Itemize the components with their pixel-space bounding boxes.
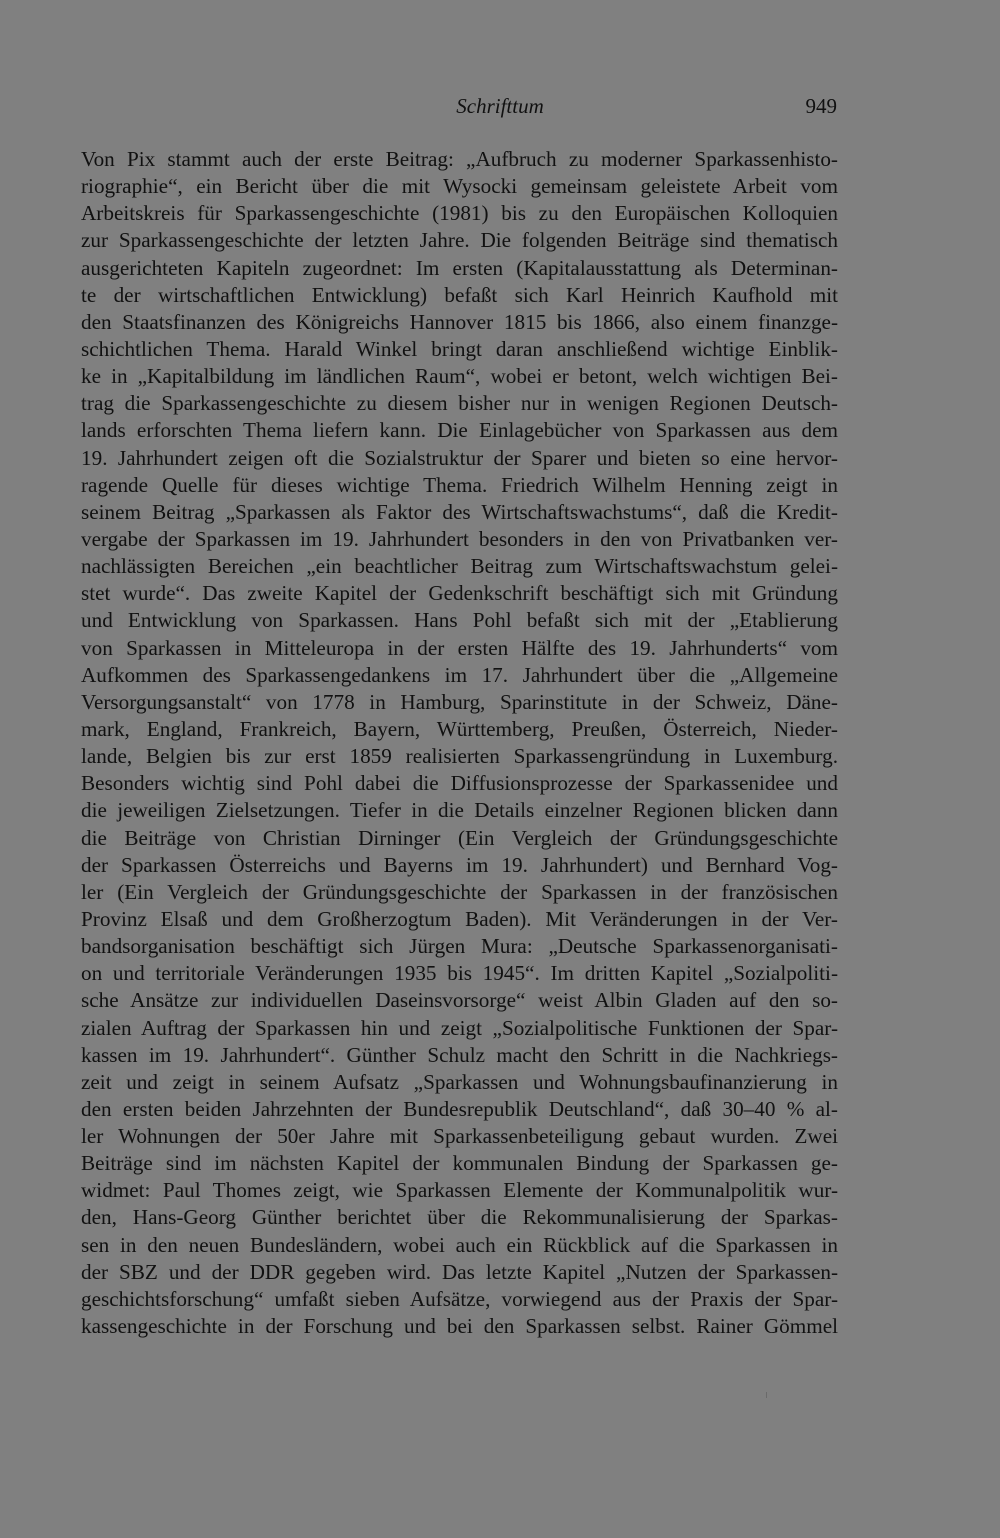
text-line: trag die Sparkassengeschichte zu diesem bisher nur in wenigen Regionen Deutsch- (81, 391, 838, 416)
text-line: 19. Jahrhundert zeigen oft die Sozialstruktur der Sparer und bieten so eine hervor- (81, 445, 838, 470)
text-line: sche Ansätze zur individuellen Daseinsvorsorge“ weist Albin Gladen auf den so- (81, 988, 838, 1013)
text-line: ler (Ein Vergleich der Gründungsgeschichte der Sparkassen in der französischen (81, 879, 838, 904)
text-line: von Sparkassen in Mitteleuropa in der ersten Hälfte des 19. Jahrhunderts“ vom (81, 635, 838, 660)
text-line: den Staatsfinanzen des Königreichs Hannover 1815 bis 1866, also einem finanzge- (81, 309, 838, 334)
text-line: kassen im 19. Jahrhundert“. Günther Schulz macht den Schritt in die Nachkriegs- (81, 1042, 838, 1067)
text-line: sen in den neuen Bundesländern, wobei auch ein Rückblick auf die Sparkassen in (81, 1232, 838, 1257)
text-line: ler Wohnungen der 50er Jahre mit Sparkassenbeteiligung gebaut wurden. Zwei (81, 1124, 838, 1149)
text-line: seinem Beitrag „Sparkassen als Faktor des Wirtschaftswachstums“, daß die Kredit- (81, 499, 838, 524)
text-line: ausgerichteten Kapiteln zugeordnet: Im ersten (Kapitalausstattung als Determinan- (81, 255, 838, 280)
text-line: widmet: Paul Thomes zeigt, wie Sparkassen Elemente der Kommunalpolitik wur- (81, 1178, 838, 1203)
text-line: der Sparkassen Österreichs und Bayerns im 19. Jahrhundert) und Bernhard Vog- (81, 852, 838, 877)
text-line: zur Sparkassengeschichte der letzten Jahre. Die folgenden Beiträge sind thematisch (81, 228, 838, 253)
text-line: stet wurde“. Das zweite Kapitel der Gedenkschrift beschäftigt sich mit Gründung (81, 581, 838, 606)
text-line: ragende Quelle für dieses wichtige Thema. Friedrich Wilhelm Henning zeigt in (81, 472, 838, 497)
text-line: den, Hans-Georg Günther berichtet über die Rekommunalisierung der Sparkas- (81, 1205, 838, 1230)
text-line: lande, Belgien bis zur erst 1859 realisierten Sparkassengründung in Luxemburg. (81, 744, 838, 769)
text-line: den ersten beiden Jahrzehnten der Bundesrepublik Deutschland“, daß 30–40 % al- (81, 1096, 838, 1121)
text-line: zeit und zeigt in seinem Aufsatz „Sparkassen und Wohnungsbaufinanzierung in (81, 1069, 838, 1094)
text-line: lands erforschten Thema liefern kann. Die Einlagebücher von Sparkassen aus dem (81, 418, 838, 443)
text-line: geschichtsforschung“ umfaßt sieben Aufsätze, vorwiegend aus der Praxis der Spar- (81, 1286, 838, 1311)
text-line: on und territoriale Veränderungen 1935 bis 1945“. Im dritten Kapitel „Sozialpoliti- (81, 961, 838, 986)
text-line: und Entwicklung von Sparkassen. Hans Pohl befaßt sich mit der „Etablierung (81, 608, 838, 633)
scan-speck (766, 1392, 767, 1398)
text-line: mark, England, Frankreich, Bayern, Württemberg, Preußen, Österreich, Nieder- (81, 716, 838, 741)
text-line: riographie“, ein Bericht über die mit Wysocki gemeinsam geleistete Arbeit vom (81, 174, 838, 199)
body-text (81, 146, 838, 1340)
text-line: die jeweiligen Zielsetzungen. Tiefer in die Details einzelner Regionen blicken dann (81, 798, 838, 823)
text-line: nachlässigten Bereichen „ein beachtlicher Beitrag zum Wirtschaftswachstum gelei- (81, 554, 838, 579)
page-number: 949 (805, 94, 837, 118)
text-line: Beiträge sind im nächsten Kapitel der kommunalen Bindung der Sparkassen ge- (81, 1151, 838, 1176)
text-line: te der wirtschaftlichen Entwicklung) befaßt sich Karl Heinrich Kaufhold mit (81, 282, 838, 307)
text-line: kassengeschichte in der Forschung und bei den Sparkassen selbst. Rainer Gömmel (81, 1314, 838, 1339)
text-line: bandsorganisation beschäftigt sich Jürgen Mura: „Deutsche Sparkassenorganisati- (81, 934, 838, 959)
running-title: Schrifttum (456, 94, 544, 118)
text-line: Von Pix stammt auch der erste Beitrag: „Aufbruch zu moderner Sparkassenhisto- (81, 147, 838, 171)
text-line: Arbeitskreis für Sparkassengeschichte (1981) bis zu den Europäischen Kolloquien (81, 201, 838, 226)
text-line: ke in „Kapitalbildung im ländlichen Raum“, wobei er betont, welch wichtigen Bei- (81, 364, 838, 389)
text-line: vergabe der Sparkassen im 19. Jahrhundert besonders in den von Privatbanken ver- (81, 526, 838, 551)
text-line: Versorgungsanstalt“ von 1778 in Hamburg, Sparinstitute in der Schweiz, Däne- (81, 689, 838, 714)
text-line: Aufkommen des Sparkassengedankens im 17. Jahrhundert über die „Allgemeine (81, 662, 838, 687)
text-line: schichtlichen Thema. Harald Winkel bringt daran anschließend wichtige Einblik- (81, 336, 838, 361)
text-line: Provinz Elsaß und dem Großherzogtum Baden). Mit Veränderungen in der Ver- (81, 906, 838, 931)
text-line: die Beiträge von Christian Dirninger (Ein Vergleich der Gründungsgeschichte (81, 825, 838, 850)
text-line: der SBZ und der DDR gegeben wird. Das letzte Kapitel „Nutzen der Sparkassen- (81, 1259, 838, 1284)
text-line: Besonders wichtig sind Pohl dabei die Diffusionsprozesse der Sparkassenidee und (81, 771, 838, 796)
text-line: zialen Auftrag der Sparkassen hin und zeigt „Sozialpolitische Funktionen der Spar- (81, 1015, 838, 1040)
